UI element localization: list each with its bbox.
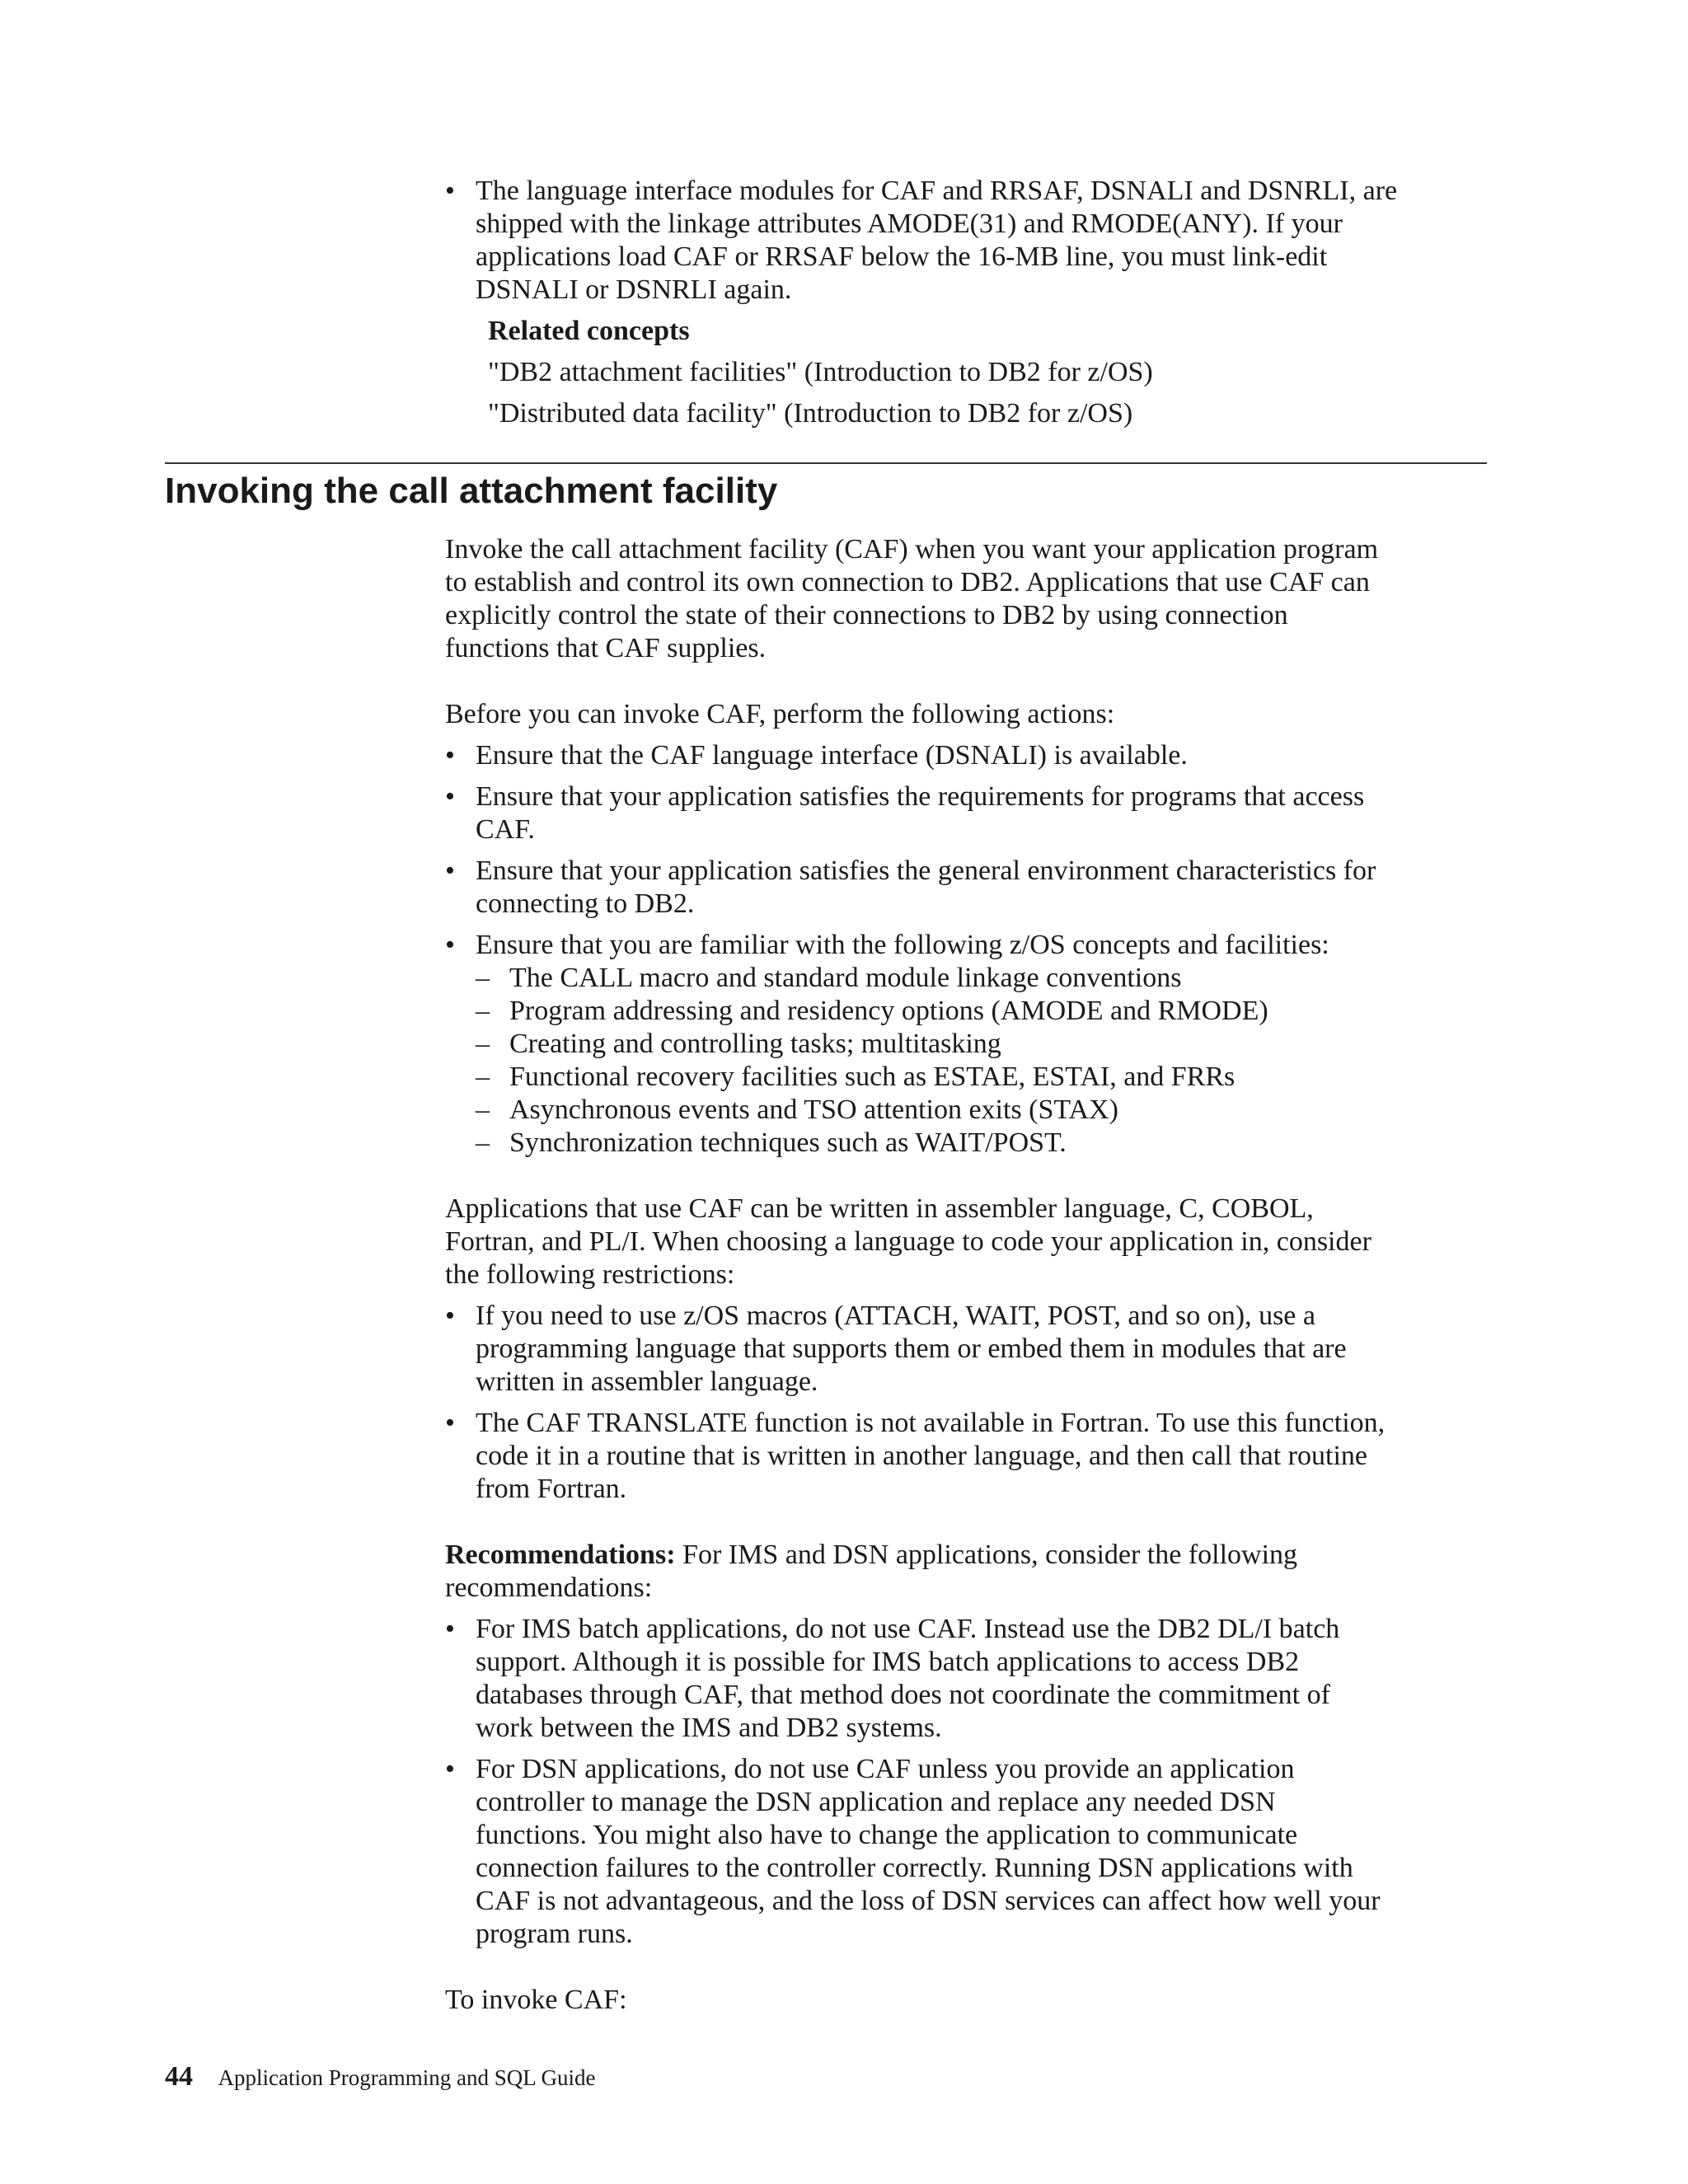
section-divider <box>165 462 1487 464</box>
list-item: Ensure that you are familiar with the following z/OS concepts and facilities: <box>476 930 1329 960</box>
text-line: To invoke CAF: <box>445 1985 627 2015</box>
list-item: support. Although it is possible for IMS batch applications to access DB2 <box>476 1647 1300 1677</box>
list-item: For IMS batch applications, do not use CAF. Instead use the DB2 DL/I batch <box>476 1614 1340 1644</box>
sub-list-item: Program addressing and residency options (AMODE and RMODE) <box>509 996 1268 1026</box>
bullet-icon: • <box>445 855 455 886</box>
list-item: CAF is not advantageous, and the loss of DSN services can affect how well your <box>476 1886 1381 1916</box>
book-title: Application Programming and SQL Guide <box>218 2065 596 2090</box>
dash-icon: – <box>476 1029 490 1059</box>
dash-icon: – <box>476 963 490 993</box>
list-item: work between the IMS and DB2 systems. <box>476 1713 942 1743</box>
dash-icon: – <box>476 1094 490 1125</box>
list-item: written in assembler language. <box>476 1366 818 1397</box>
text-line: The language interface modules for CAF and RRSAF, DSNALI and DSNRLI, are <box>476 176 1398 206</box>
text-line: explicitly control the state of their connections to DB2 by using connection <box>445 600 1288 630</box>
text-line: shipped with the linkage attributes AMODE(31) and RMODE(ANY). If your <box>476 209 1343 239</box>
bullet-icon: • <box>445 1754 455 1784</box>
list-item: functions. You might also have to change the application to communicate <box>476 1820 1298 1850</box>
text-line: functions that CAF supplies. <box>445 633 767 663</box>
text-line: to establish and control its own connection to DB2. Applications that use CAF can <box>445 567 1370 598</box>
dash-icon: – <box>476 1062 490 1092</box>
list-item: Ensure that your application satisfies the general environment characteristics for <box>476 855 1376 886</box>
bullet-icon: • <box>445 176 455 206</box>
sub-list-item: Asynchronous events and TSO attention exits (STAX) <box>509 1094 1118 1125</box>
bullet-icon: • <box>445 1301 455 1331</box>
dash-icon: – <box>476 996 490 1026</box>
list-item: connecting to DB2. <box>476 888 695 919</box>
list-item: from Fortran. <box>476 1474 627 1504</box>
text-line: Applications that use CAF can be written in assembler language, C, COBOL, <box>445 1193 1314 1224</box>
list-item: controller to manage the DSN application and replace any needed DSN <box>476 1787 1276 1817</box>
text-line: Invoke the call attachment facility (CAF) when you want your application program <box>445 534 1379 565</box>
bullet-icon: • <box>445 740 455 771</box>
list-item: connection failures to the controller correctly. Running DSN applications with <box>476 1853 1353 1883</box>
text-line: applications load CAF or RRSAF below the 16-MB line, you must link-edit <box>476 241 1328 272</box>
section-title: Invoking the call attachment facility <box>165 471 778 511</box>
bullet-icon: • <box>445 1408 455 1438</box>
text-line: Fortran, and PL/I. When choosing a language to code your application in, consider <box>445 1226 1372 1257</box>
list-item: The CAF TRANSLATE function is not available in Fortran. To use this function, <box>476 1408 1386 1438</box>
list-item: databases through CAF, that method does not coordinate the commitment of <box>476 1680 1330 1710</box>
text-line: Before you can invoke CAF, perform the following actions: <box>445 699 1115 729</box>
list-item: If you need to use z/OS macros (ATTACH, WAIT, POST, and so on), use a <box>476 1301 1315 1331</box>
list-item: programming language that supports them or embed them in modules that are <box>476 1333 1347 1364</box>
text-run: For IMS and DSN applications, consider the following <box>675 1540 1298 1570</box>
page-footer <box>165 2060 595 2094</box>
bullet-icon: • <box>445 781 455 812</box>
sub-list-item: Functional recovery facilities such as ESTAE, ESTAI, and FRRs <box>509 1062 1236 1092</box>
recommendations-paragraph <box>445 1539 1297 1572</box>
bullet-icon: • <box>445 930 455 960</box>
list-item: Ensure that the CAF language interface (DSNALI) is available. <box>476 740 1188 771</box>
text-line: DSNALI or DSNRLI again. <box>476 274 792 305</box>
list-item: program runs. <box>476 1919 633 1949</box>
related-link[interactable]: "Distributed data facility" (Introduction to DB2 for z/OS) <box>488 398 1133 429</box>
list-item: CAF. <box>476 814 535 845</box>
page-number: 44 <box>165 2061 193 2092</box>
related-link[interactable]: "DB2 attachment facilities" (Introduction to DB2 for z/OS) <box>488 357 1153 387</box>
bullet-icon: • <box>445 1614 455 1644</box>
sub-list-item: The CALL macro and standard module linkage conventions <box>509 963 1182 993</box>
text-line: the following restrictions: <box>445 1259 735 1290</box>
sub-list-item: Creating and controlling tasks; multitasking <box>509 1029 1001 1059</box>
text-line: recommendations: <box>445 1572 653 1603</box>
related-concepts-heading: Related concepts <box>488 316 690 346</box>
list-item: code it in a routine that is written in another language, and then call that routine <box>476 1441 1367 1471</box>
list-item: For DSN applications, do not use CAF unless you provide an application <box>476 1754 1295 1784</box>
dash-icon: – <box>476 1127 490 1158</box>
list-item: Ensure that your application satisfies the requirements for programs that access <box>476 781 1365 812</box>
recommendations-label: Recommendations: <box>445 1540 676 1570</box>
sub-list-item: Synchronization techniques such as WAIT/POST. <box>509 1127 1067 1158</box>
